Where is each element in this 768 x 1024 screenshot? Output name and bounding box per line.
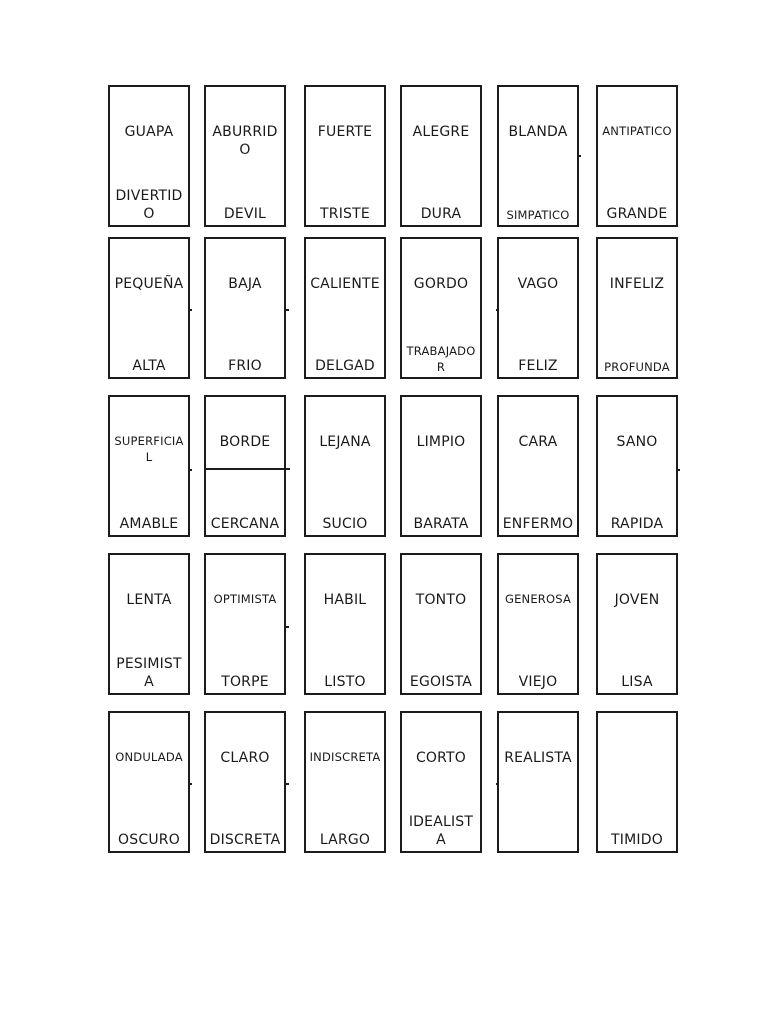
domino-card — [304, 85, 386, 227]
domino-card — [204, 711, 286, 853]
domino-card — [204, 85, 286, 227]
connector-tick — [677, 469, 680, 471]
card-top-word: REALISTA — [504, 750, 572, 766]
card-bottom-word: SUCIO — [322, 516, 368, 532]
card-divider-line — [206, 468, 290, 470]
card-bottom-word: BARATA — [413, 516, 469, 532]
card-top-word: ONDULADA — [115, 750, 183, 764]
card-bottom-word: CERCANA — [210, 516, 280, 532]
card-bottom-word: DELGAD — [315, 358, 375, 374]
domino-card — [400, 711, 482, 853]
card-bottom-word: FELIZ — [518, 358, 558, 374]
card-top-word: CARA — [518, 434, 558, 450]
card-bottom-word: LISA — [621, 674, 653, 690]
domino-card — [204, 553, 286, 695]
card-bottom-word: ALTA — [132, 358, 166, 374]
card-top-word: OPTIMISTA — [213, 592, 277, 606]
card-top-word: SUPERFICIAL — [114, 434, 184, 464]
card-bottom-word: TORPE — [221, 674, 269, 690]
card-top-word: BAJA — [228, 276, 262, 292]
domino-card — [304, 237, 386, 379]
card-bottom-word: DURA — [420, 206, 462, 222]
card-top-word: INFELIZ — [609, 276, 665, 292]
domino-card — [108, 553, 190, 695]
domino-card — [204, 395, 286, 537]
domino-card — [304, 395, 386, 537]
domino-card — [497, 237, 579, 379]
domino-card — [400, 237, 482, 379]
card-bottom-word: LARGO — [319, 832, 371, 848]
domino-card — [497, 395, 579, 537]
card-top-word: TONTO — [415, 592, 467, 608]
card-bottom-word: ENFERMO — [502, 516, 574, 532]
domino-card — [204, 237, 286, 379]
card-bottom-word: PESIMISTA — [116, 656, 182, 690]
card-bottom-word: FRIO — [228, 358, 262, 374]
domino-card — [497, 553, 579, 695]
card-top-word: ANTIPATICO — [602, 124, 672, 138]
card-top-word: LIMPIO — [416, 434, 466, 450]
connector-tick — [189, 309, 192, 311]
card-top-word: CALIENTE — [310, 276, 380, 292]
card-bottom-word: GRANDE — [606, 206, 668, 222]
card-bottom-word: TRISTE — [320, 206, 370, 222]
card-bottom-word: PROFUNDA — [604, 360, 670, 374]
card-top-word: SANO — [616, 434, 658, 450]
card-bottom-word: DISCRETA — [209, 832, 281, 848]
card-top-word: GORDO — [413, 276, 469, 292]
domino-card — [304, 711, 386, 853]
connector-tick — [189, 469, 192, 471]
card-bottom-word: VIEJO — [518, 674, 558, 690]
card-top-word: GUAPA — [124, 124, 174, 140]
card-bottom-word: EGOISTA — [409, 674, 473, 690]
domino-card — [108, 711, 190, 853]
card-bottom-word: TRABAJADOR — [406, 344, 476, 374]
card-top-word: ABURRIDO — [212, 124, 278, 158]
card-top-word: PEQUEÑA — [114, 276, 184, 292]
card-bottom-word: IDEALISTA — [408, 814, 474, 848]
domino-card — [108, 395, 190, 537]
connector-tick — [496, 783, 499, 785]
domino-card — [304, 553, 386, 695]
card-top-word: HABIL — [323, 592, 367, 608]
domino-card — [596, 553, 678, 695]
connector-tick — [286, 309, 289, 311]
domino-card — [596, 711, 678, 853]
card-bottom-word: TIMIDO — [611, 832, 663, 848]
connector-tick — [189, 783, 192, 785]
domino-card — [400, 553, 482, 695]
card-top-word: VAGO — [517, 276, 559, 292]
card-top-word: FUERTE — [317, 124, 373, 140]
domino-card — [400, 85, 482, 227]
domino-card — [108, 85, 190, 227]
card-bottom-word: LISTO — [324, 674, 366, 690]
domino-card — [497, 711, 579, 853]
card-bottom-word: DIVERTIDO — [115, 188, 183, 222]
card-top-word: CORTO — [415, 750, 467, 766]
card-top-word: LEJANA — [319, 434, 371, 450]
card-bottom-word: RAPIDA — [610, 516, 664, 532]
domino-card — [108, 237, 190, 379]
card-top-word: INDISCRETA — [309, 750, 381, 764]
card-top-word: JOVEN — [614, 592, 660, 608]
card-top-word: CLARO — [220, 750, 270, 766]
card-top-word: BLANDA — [508, 124, 568, 140]
card-bottom-word: OSCURO — [118, 832, 180, 848]
card-top-word: BORDE — [219, 434, 271, 450]
card-bottom-word: DEVIL — [223, 206, 267, 222]
domino-card — [497, 85, 579, 227]
connector-tick — [286, 783, 289, 785]
domino-card — [596, 85, 678, 227]
domino-card — [596, 237, 678, 379]
card-bottom-word: SIMPATICO — [506, 208, 570, 222]
card-top-word: ALEGRE — [412, 124, 470, 140]
card-bottom-word: AMABLE — [119, 516, 179, 532]
domino-card — [596, 395, 678, 537]
connector-tick — [578, 155, 581, 157]
domino-card — [400, 395, 482, 537]
card-top-word: GENEROSA — [504, 592, 572, 606]
card-top-word: LENTA — [126, 592, 172, 608]
connector-tick — [286, 626, 289, 628]
connector-tick — [496, 309, 499, 311]
